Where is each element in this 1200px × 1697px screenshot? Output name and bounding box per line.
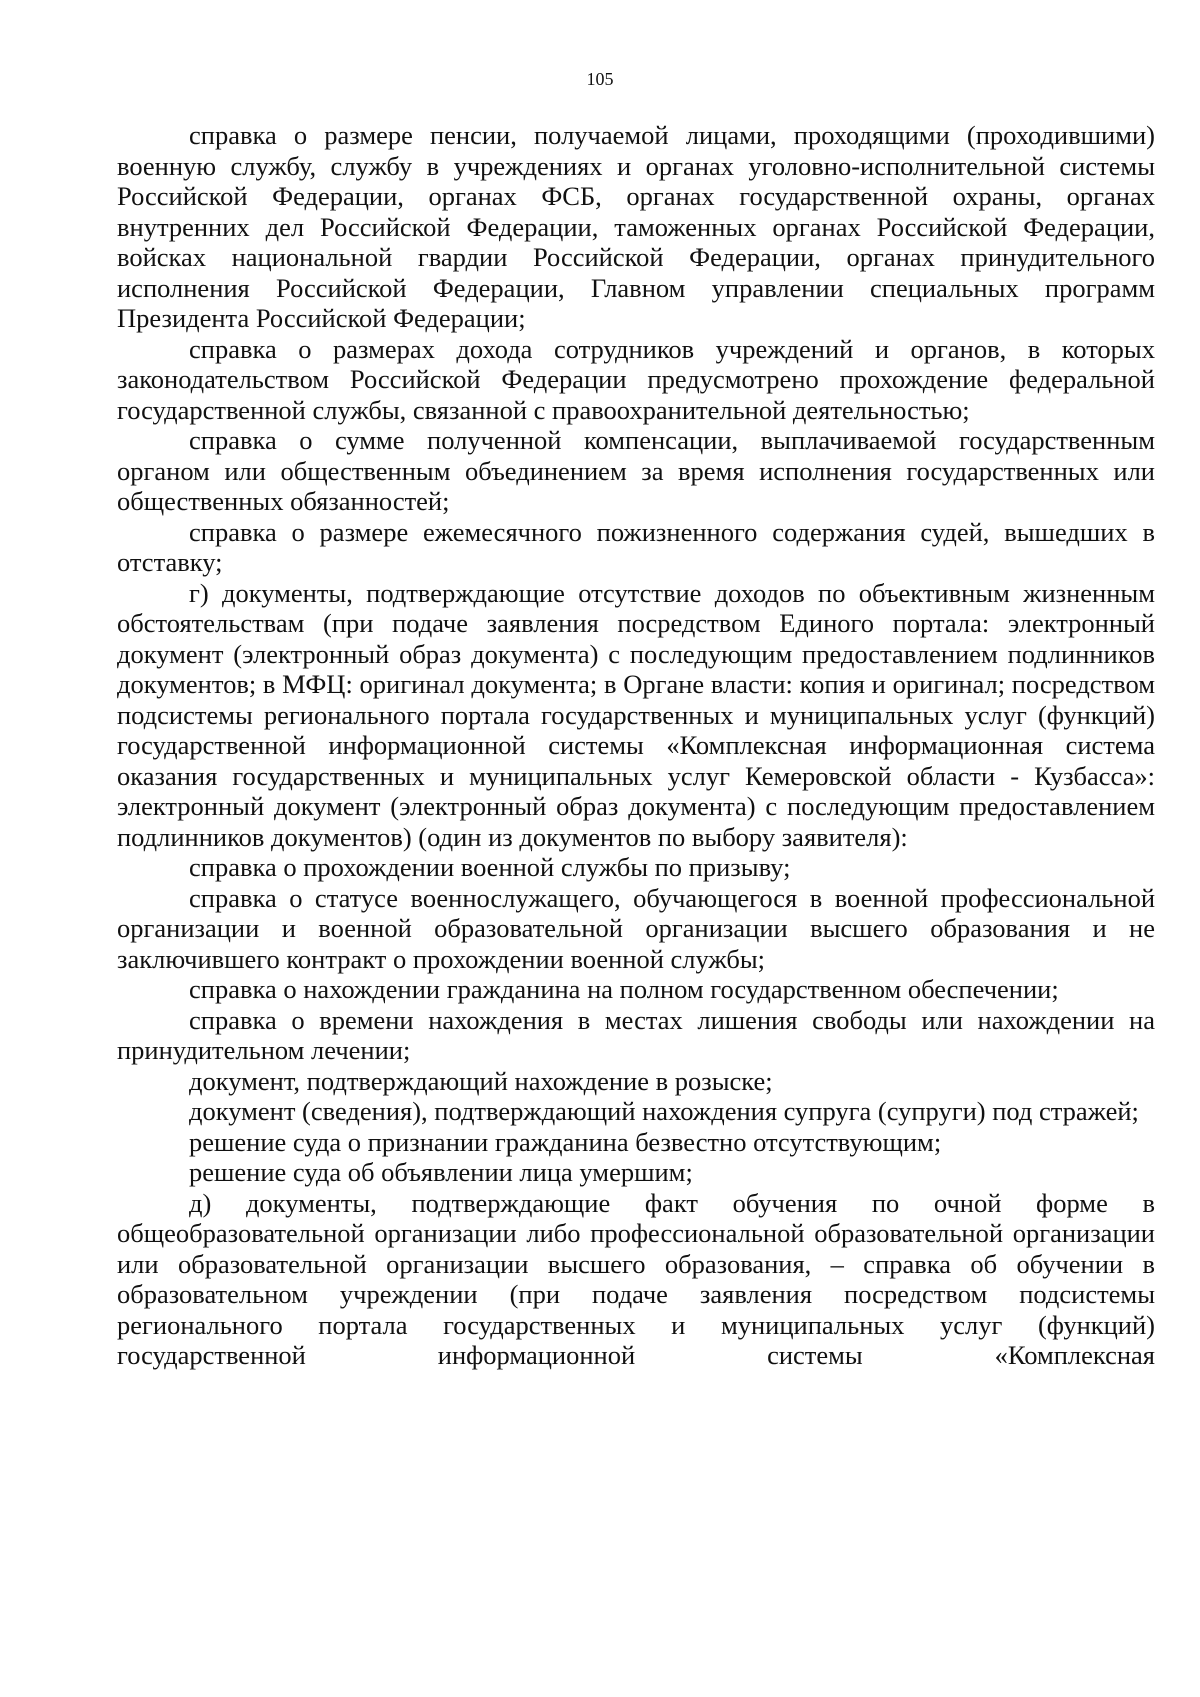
paragraph-judges-allowance-certificate: справка о размере ежемесячного пожизненного содержания судей, вышедших в отставку; bbox=[117, 516, 1155, 577]
paragraph-spouse-custody-document: документ (сведения), подтверждающий нахождения супруга (супруги) под стражей; bbox=[189, 1096, 1139, 1126]
paragraph-military-student-certificate: справка о статусе военнослужащего, обучающегося в военной профессиональной организации и военной образовательной организации высшего образования и не заключившего контракт о прохождении военной службы; bbox=[117, 882, 1155, 974]
paragraph-military-service-certificate: справка о прохождении военной службы по призыву; bbox=[189, 852, 791, 882]
document-body bbox=[117, 120, 1155, 1371]
paragraph-missing-court-decision: решение суда о признании гражданина безвестно отсутствующим; bbox=[189, 1126, 942, 1157]
paragraph-pension-certificate: справка о размере пенсии, получаемой лицами, проходящими (проходившими) военную службу, службу в учреждениях и органах уголовно-исполнительной системы Российской Федерации, органах ФСБ, органах государственной охраны, органах внутренних дел Российской Федерации, таможенных органах Российской Федерации, войсках национальной гвардии Российской Федерации, органах принудительного исполнения Российской Федерации, Главном управлении специальных программ Президента Российской Федерации; bbox=[117, 120, 1155, 333]
paragraph-employee-income-certificate: справка о размерах дохода сотрудников учреждений и органов, в которых законодательством Российской Федерации предусмотрено прохождение федеральной государственной службы, связанной с правоохранительной деятельностью; bbox=[117, 333, 1155, 425]
paragraph-detention-certificate: справка о времени нахождения в местах лишения свободы или нахождении на принудительном лечении; bbox=[117, 1004, 1155, 1065]
paragraph-state-support-certificate: справка о нахождении гражданина на полном государственном обеспечении; bbox=[189, 974, 1059, 1004]
paragraph-wanted-document: документ, подтверждающий нахождение в розыске; bbox=[189, 1065, 773, 1096]
page-number: 105 bbox=[586, 69, 614, 89]
paragraph-item-g-no-income-documents: г) документы, подтверждающие отсутствие доходов по объективным жизненным обстоятельствам (при подаче заявления посредством Единого портала: электронный документ (электронный образ документа) с последующим предоставлением подлинников документов; в МФЦ: оригинал документа; в Органе власти: копия и оригинал; посредством подсистемы регионального портала государственных и муниципальных услуг (функций) государственной информационной системы «Комплексная информационная система оказания государственных и муниципальных услуг Кемеровской области - Кузбасса»: электронный документ (электронный образ документа) с последующим предоставлением подлинников документов) (один из документов по выбору заявителя): bbox=[117, 577, 1155, 852]
paragraph-item-d-education-documents: д) документы, подтверждающие факт обучения по очной форме в общеобразовательной организации либо профессиональной образовательной организации или образовательной организации высшего образования, – справка об обучении в образовательном учреждении (при подаче заявления посредством подсистемы регионального портала государственных и муниципальных услуг (функций) государственной информационной системы «Комплексная bbox=[117, 1187, 1155, 1370]
paragraph-compensation-certificate: справка о сумме полученной компенсации, выплачиваемой государственным органом или общественным объединением за время исполнения государственных или общественных обязанностей; bbox=[117, 425, 1155, 516]
paragraph-deceased-court-decision: решение суда об объявлении лица умершим; bbox=[189, 1157, 693, 1187]
